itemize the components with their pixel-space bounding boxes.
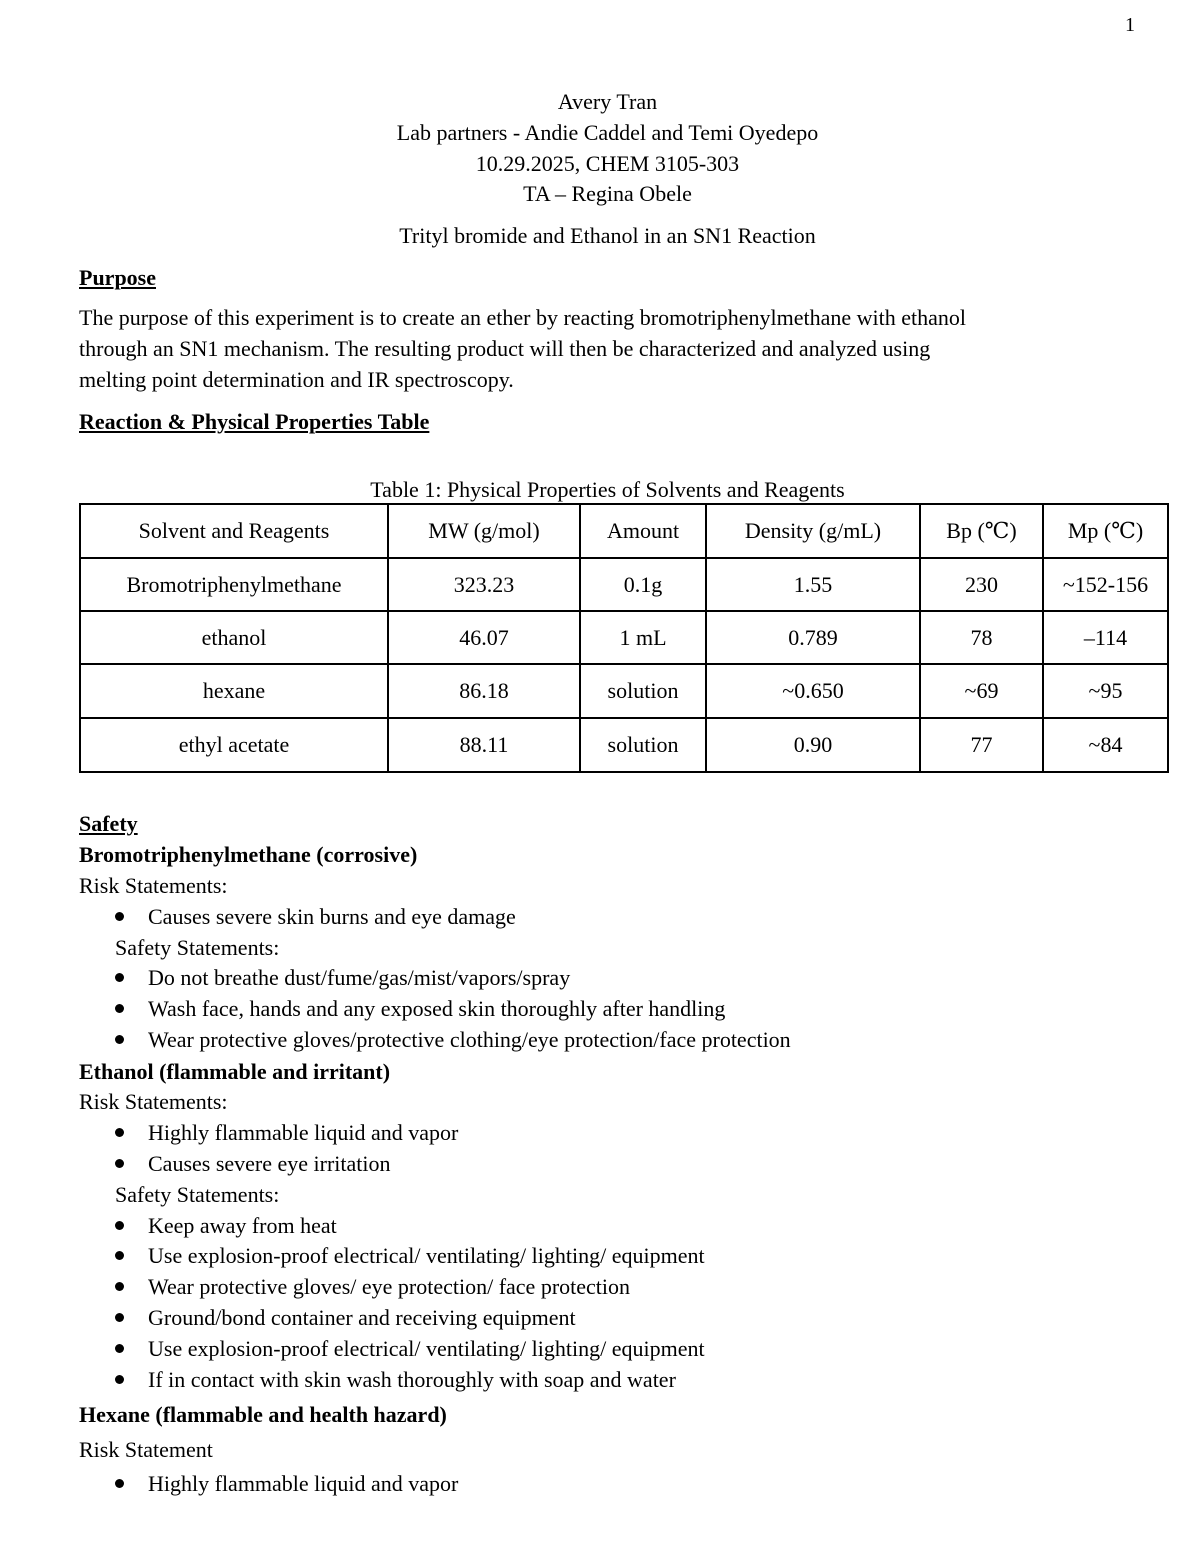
header-cell: Amount — [580, 504, 706, 558]
bullet-icon — [115, 1159, 124, 1168]
table-cell: 0.789 — [706, 611, 920, 664]
bullet-icon — [115, 1035, 124, 1044]
list-item: Use explosion-proof electrical/ ventilating/ lighting/ equipment — [115, 1243, 705, 1269]
date-course: 10.29.2025, CHEM 3105-303 — [475, 151, 740, 176]
purpose-line: The purpose of this experiment is to create an ether by reacting bromotriphenylmethane with ethanol — [79, 305, 967, 330]
table-cell: 86.18 — [388, 664, 580, 718]
ethanol-risk-label: Risk Statements: — [79, 1089, 228, 1114]
table-header-row — [80, 504, 1168, 558]
table-caption: Table 1: Physical Properties of Solvents and Reagents — [370, 477, 845, 502]
list-item: Wash face, hands and any exposed skin thoroughly after handling — [115, 996, 725, 1022]
table-cell: 46.07 — [388, 611, 580, 664]
header-cell: Mp (℃) — [1043, 504, 1168, 558]
purpose-line: melting point determination and IR spectroscopy. — [79, 367, 514, 392]
list-item: If in contact with skin wash thoroughly with soap and water — [115, 1367, 676, 1393]
list-item: Causes severe eye irritation — [115, 1151, 391, 1177]
purpose-line: through an SN1 mechanism. The resulting product will then be characterized and analyzed using — [79, 336, 931, 361]
bullet-icon — [115, 1004, 124, 1013]
bullet-icon — [115, 1313, 124, 1322]
header-cell: Bp (℃) — [920, 504, 1043, 558]
list-item: Do not breathe dust/fume/gas/mist/vapors/spray — [115, 965, 570, 991]
list-item: Highly flammable liquid and vapor — [115, 1471, 458, 1497]
list-item: Wear protective gloves/ eye protection/ face protection — [115, 1274, 630, 1300]
table-cell: ethanol — [80, 611, 388, 664]
list-item: Use explosion-proof electrical/ ventilating/ lighting/ equipment — [115, 1336, 705, 1362]
table-cell: hexane — [80, 664, 388, 718]
table-row — [80, 558, 1168, 611]
properties-table — [79, 503, 1169, 773]
bromo-risk-label: Risk Statements: — [79, 873, 228, 898]
hexane-risk-label: Risk Statement — [79, 1437, 213, 1462]
table-row — [80, 664, 1168, 718]
safety-heading: Safety — [79, 811, 138, 836]
teaching-assistant: TA – Regina Obele — [523, 181, 692, 206]
table-cell: 1 mL — [580, 611, 706, 664]
purpose-heading: Purpose — [79, 265, 156, 290]
page-number: 1 — [1125, 14, 1135, 36]
table-heading: Reaction & Physical Properties Table — [79, 409, 430, 434]
table-cell: 230 — [920, 558, 1043, 611]
author-name: Avery Tran — [557, 89, 658, 114]
bullet-icon — [115, 1221, 124, 1230]
bullet-icon — [115, 1282, 124, 1291]
bullet-icon — [115, 1251, 124, 1260]
table-cell: 0.1g — [580, 558, 706, 611]
bullet-icon — [115, 1375, 124, 1384]
table-cell: ~95 — [1043, 664, 1168, 718]
table-cell: 78 — [920, 611, 1043, 664]
bullet-icon — [115, 912, 124, 921]
table-cell: –114 — [1043, 611, 1168, 664]
bromo-safety-label: Safety Statements: — [115, 935, 280, 960]
table-cell: 323.23 — [388, 558, 580, 611]
list-item: Wear protective gloves/protective clothing/eye protection/face protection — [115, 1027, 791, 1053]
lab-partners: Lab partners - Andie Caddel and Temi Oyedepo — [396, 120, 819, 145]
table-cell: Bromotriphenylmethane — [80, 558, 388, 611]
table-cell: solution — [580, 664, 706, 718]
table-cell: ethyl acetate — [80, 718, 388, 772]
list-item: Ground/bond container and receiving equipment — [115, 1305, 576, 1331]
bullet-icon — [115, 1344, 124, 1353]
header-cell: MW (g/mol) — [388, 504, 580, 558]
ethanol-safety-label: Safety Statements: — [115, 1182, 280, 1207]
hexane-title: Hexane (flammable and health hazard) — [79, 1402, 447, 1427]
bullet-icon — [115, 1128, 124, 1137]
header-cell: Solvent and Reagents — [80, 504, 388, 558]
table-row — [80, 611, 1168, 664]
report-title: Trityl bromide and Ethanol in an SN1 Reaction — [399, 223, 816, 248]
table-row — [80, 718, 1168, 772]
bullet-icon — [115, 973, 124, 982]
list-item: Causes severe skin burns and eye damage — [115, 904, 516, 930]
table-cell: ~84 — [1043, 718, 1168, 772]
ethanol-title: Ethanol (flammable and irritant) — [79, 1059, 391, 1084]
table-cell: ~152-156 — [1043, 558, 1168, 611]
table-cell: ~69 — [920, 664, 1043, 718]
table-cell: 88.11 — [388, 718, 580, 772]
table-cell: ~0.650 — [706, 664, 920, 718]
header-cell: Density (g/mL) — [706, 504, 920, 558]
table-cell: solution — [580, 718, 706, 772]
table-cell: 77 — [920, 718, 1043, 772]
bullet-icon — [115, 1479, 124, 1488]
list-item: Highly flammable liquid and vapor — [115, 1120, 458, 1146]
table-cell: 0.90 — [706, 718, 920, 772]
list-item: Keep away from heat — [115, 1213, 337, 1239]
table-cell: 1.55 — [706, 558, 920, 611]
bromo-title: Bromotriphenylmethane (corrosive) — [79, 842, 418, 867]
